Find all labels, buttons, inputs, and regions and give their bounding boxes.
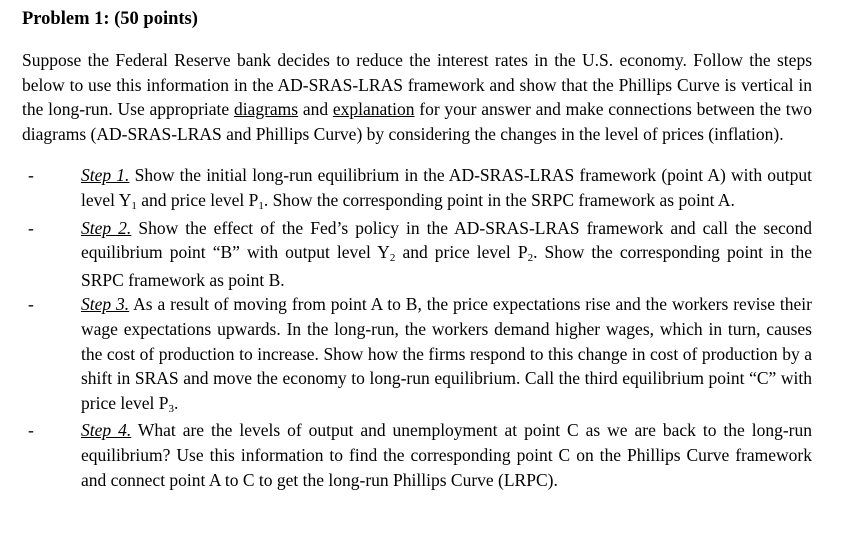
step-3-label: Step 3. — [81, 294, 130, 315]
subscript: 3 — [168, 402, 174, 415]
subscript: 2 — [527, 252, 534, 265]
step-3-text-2: . — [173, 392, 179, 413]
step-1-label: Step 1. — [81, 165, 130, 186]
step-1-text-1: Show the initial long-run equilibrium in the AD-SRAS-LRAS framework (point A) with output level Y — [81, 165, 812, 210]
step-1 — [22, 163, 812, 215]
problem-document — [22, 4, 812, 492]
step-2 — [22, 216, 812, 293]
step-1-text-3: . Show the corresponding point in the SRPC framework as point A. — [263, 189, 735, 210]
list-dash: - — [28, 420, 34, 441]
intro-diagrams-underlined: diagrams — [233, 99, 299, 120]
step-1-text-2: and price level P — [136, 189, 259, 210]
step-3-text-1: As a result of moving from point A to B, the price expectations rise and the workers revise their wage expectations upwards. In the long-run, the workers demand higher wages, which in turn, causes the cost of production to increase. Show how the firms respond to this change in cost of production by a shift in SRAS and move the economy to long-run equilibrium. Call the third equilibrium point “C” with price level P — [81, 294, 812, 413]
step-2-text-2: and price level P — [395, 242, 528, 263]
intro-text-2: and — [298, 99, 333, 120]
step-2-text-1: Show the effect of the Fed’s policy in the AD-SRAS-LRAS framework and call the second equilibrium point “B” with output level Y — [81, 217, 812, 263]
step-4-text-1: What are the levels of output and unemployment at point C as we are back to the long-run equilibrium? Use this information to find the corresponding point C on the Phillips Curve framework and connect point A to C to get the long-run Phillips Curve (LRPC). — [81, 420, 812, 490]
step-2-text-3: . Show the corresponding point in the SRPC framework as point B. — [81, 242, 813, 290]
step-4-label: Step 4. — [81, 420, 132, 441]
list-dash: - — [28, 294, 34, 315]
subscript: 1 — [258, 199, 264, 212]
list-dash: - — [28, 165, 34, 186]
list-dash: - — [28, 217, 34, 238]
intro-text-1: Suppose the Federal Reserve bank decides to reduce the interest rates in the U.S. economy. Follow the steps below to use this information in the AD-SRAS-LRAS framework and show that the Phillips Curve is vertical in the long-run. Use appropriate — [22, 50, 812, 120]
intro-explanation-underlined: explanation — [332, 99, 415, 120]
subscript: 2 — [389, 252, 396, 265]
subscript: 1 — [131, 199, 137, 212]
steps-list — [22, 163, 812, 492]
intro-text-3: for your answer and make connections between the two diagrams (AD-SRAS-LRAS and Phillips Curve) by considering the changes in the level of prices (inflation). — [22, 99, 813, 144]
step-2-label: Step 2. — [81, 217, 132, 238]
problem-title: Problem 1: (50 points) — [22, 9, 198, 29]
step-3 — [22, 292, 812, 418]
step-4 — [22, 418, 812, 492]
problem-intro — [22, 48, 812, 146]
